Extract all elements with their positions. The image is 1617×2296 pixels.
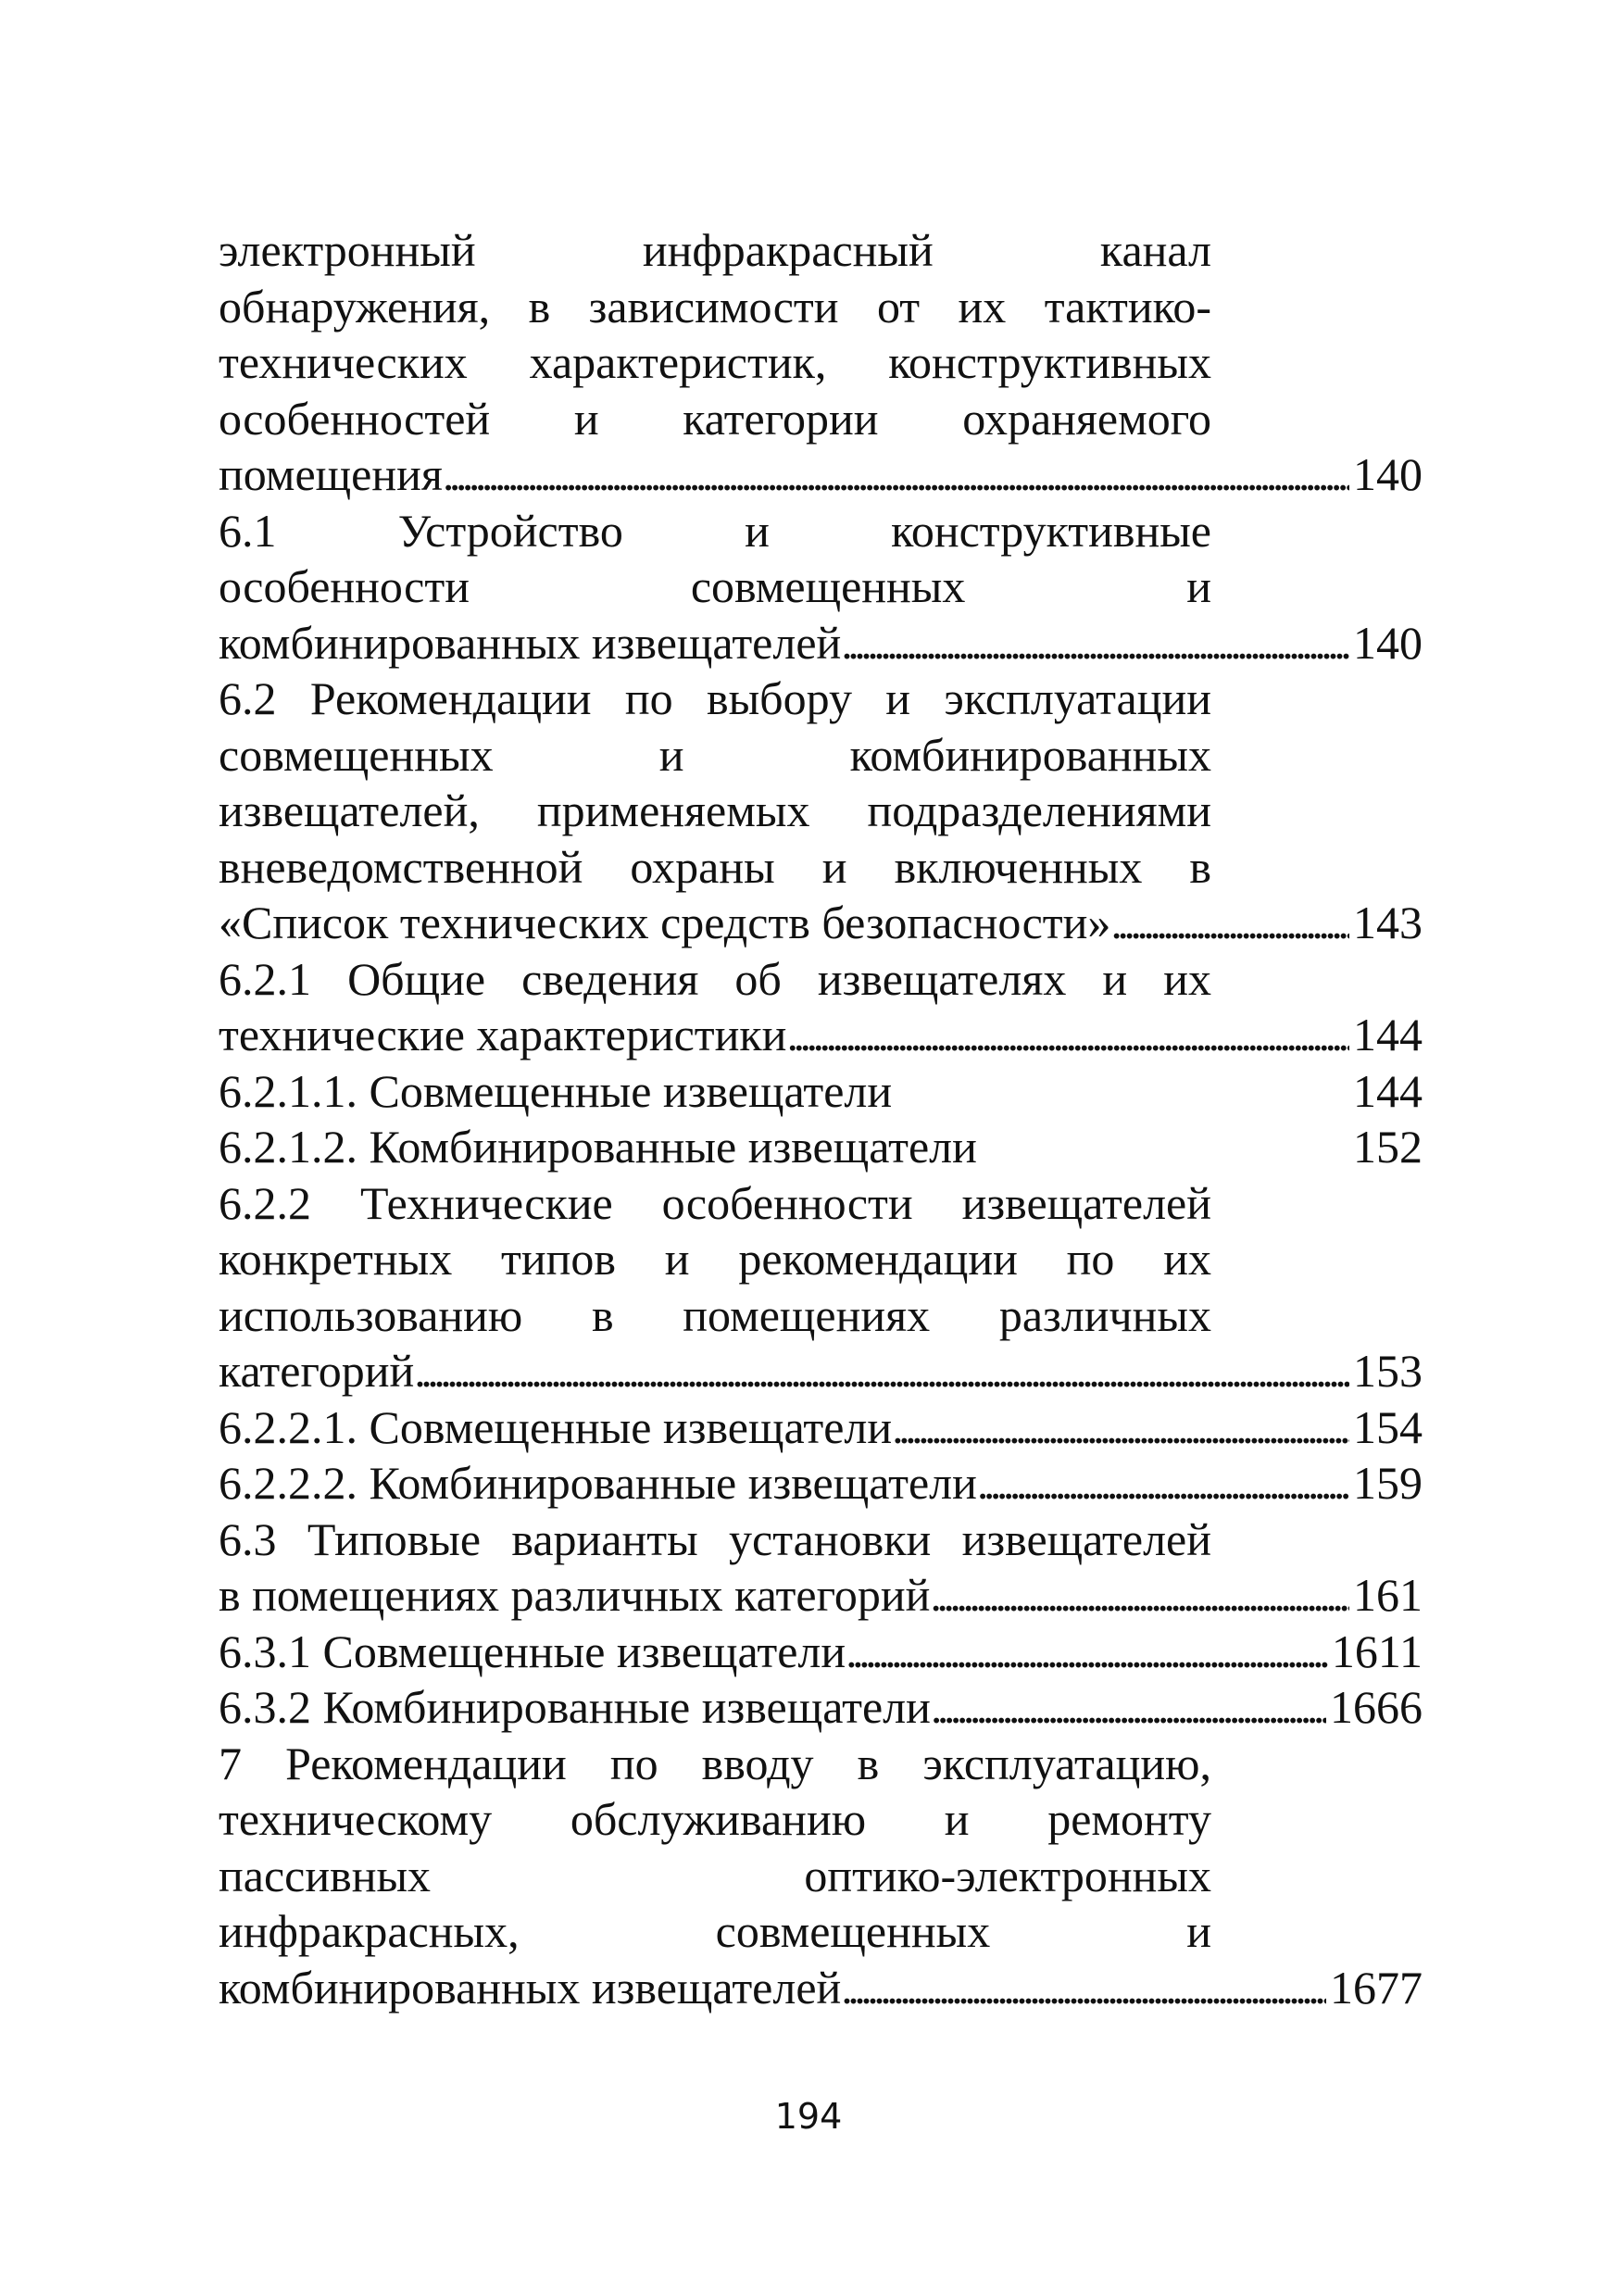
dot-leader bbox=[841, 1960, 1326, 2016]
toc-page-ref: 153 bbox=[1353, 1345, 1423, 1397]
toc-entry-line: особенностей и категории охраняемого bbox=[219, 392, 1211, 445]
toc-entry-line: 7 Рекомендации по вводу в эксплуатацию, bbox=[219, 1737, 1211, 1789]
toc-page-ref: 140 bbox=[1353, 448, 1423, 500]
toc-page-ref: 161 bbox=[1353, 1569, 1423, 1621]
toc-entry-title: комбинированных извещателей bbox=[219, 616, 842, 669]
toc-entry-line: совмещенных и комбинированных bbox=[219, 728, 1211, 781]
dot-leader bbox=[892, 1399, 1349, 1456]
toc-entry-last-line bbox=[219, 1624, 1423, 1680]
dot-leader bbox=[414, 1343, 1349, 1399]
toc-entry-last-line bbox=[219, 1567, 1423, 1624]
toc-entry bbox=[219, 1175, 1423, 1399]
toc-entry-last-line bbox=[219, 1960, 1423, 2016]
toc-entry bbox=[219, 671, 1423, 951]
toc-page-ref: 140 bbox=[1353, 616, 1423, 669]
toc-entry-line: обнаружения, в зависимости от их тактико- bbox=[219, 280, 1211, 332]
toc-entry bbox=[219, 1679, 1423, 1736]
toc-entry-title: 6.2.2.2. Комбинированные извещатели bbox=[219, 1457, 977, 1509]
toc-entry-last-line bbox=[219, 1119, 1423, 1175]
toc-entry-line: особенности совмещенных и bbox=[219, 560, 1211, 612]
toc-entry-title: комбинированных извещателей bbox=[219, 1961, 842, 2014]
toc-entry-line: 6.1 Устройство и конструктивные bbox=[219, 504, 1211, 557]
toc-entry-title: технические характеристики bbox=[219, 1009, 787, 1060]
toc-entry-title: «Список технических средств безопасности» bbox=[219, 897, 1111, 948]
toc-entry-last-line bbox=[219, 446, 1423, 503]
toc-entry-line: использованию в помещениях различных bbox=[219, 1288, 1211, 1341]
toc-entry bbox=[219, 1624, 1423, 1680]
toc-entry-title: 6.3.1 Совмещенные извещатели bbox=[219, 1625, 846, 1677]
dot-leader bbox=[931, 1679, 1326, 1736]
toc-entry bbox=[219, 503, 1423, 671]
toc-page-ref: 143 bbox=[1353, 897, 1423, 948]
toc-entry-last-line bbox=[219, 1007, 1423, 1063]
toc-entry-last-line bbox=[219, 1455, 1423, 1512]
toc-entry-last-line bbox=[219, 1399, 1423, 1456]
dot-leader bbox=[786, 1007, 1349, 1063]
toc-entry-title: 6.3.2 Комбинированные извещатели bbox=[219, 1681, 931, 1733]
toc-page-ref: 144 bbox=[1353, 1064, 1423, 1117]
toc-entry bbox=[219, 222, 1423, 503]
dot-leader bbox=[1110, 895, 1349, 951]
toc-entry-title: в помещениях различных категорий bbox=[219, 1569, 931, 1621]
toc-entry-line: инфракрасных, совмещенных и bbox=[219, 1905, 1211, 1957]
toc-entry bbox=[219, 1399, 1423, 1456]
toc-entry-title: помещения bbox=[219, 448, 443, 500]
toc-entry-title: категорий bbox=[219, 1345, 415, 1397]
toc-entry-last-line bbox=[219, 615, 1423, 671]
toc-page-ref: 1666 bbox=[1330, 1681, 1423, 1733]
toc-entry-line: извещателей, применяемых подразделениями bbox=[219, 784, 1211, 836]
page-number: 194 bbox=[774, 2096, 843, 2137]
toc-entry-last-line bbox=[219, 1343, 1423, 1399]
toc-entry bbox=[219, 1455, 1423, 1512]
dot-leader bbox=[443, 446, 1349, 503]
dot-leader bbox=[930, 1567, 1349, 1624]
toc-page-ref: 154 bbox=[1353, 1400, 1423, 1453]
toc-entry-title: 6.2.2.1. Совмещенные извещатели bbox=[219, 1400, 893, 1453]
toc-entry-line: конкретных типов и рекомендации по их bbox=[219, 1233, 1211, 1285]
toc-entry-title: 6.2.1.1. Совмещенные извещатели bbox=[219, 1064, 893, 1117]
toc-page-ref: 1611 bbox=[1331, 1625, 1423, 1677]
toc-entry-line: 6.2.1 Общие сведения об извещателях и их bbox=[219, 952, 1211, 1005]
toc-entry-last-line bbox=[219, 1063, 1423, 1120]
toc-entry-line: 6.3 Типовые варианты установки извещателей bbox=[219, 1512, 1211, 1565]
toc-entry bbox=[219, 1119, 1423, 1175]
toc-page-ref: 152 bbox=[1353, 1121, 1423, 1173]
toc-page-ref: 144 bbox=[1353, 1009, 1423, 1060]
toc-entry-title: 6.2.1.2. Комбинированные извещатели bbox=[219, 1121, 977, 1173]
toc-entry bbox=[219, 1512, 1423, 1624]
toc-page-ref: 1677 bbox=[1330, 1961, 1423, 2014]
toc-page-ref: 159 bbox=[1353, 1457, 1423, 1509]
dot-leader bbox=[846, 1624, 1328, 1680]
toc-entry-line: вневедомственной охраны и включенных в bbox=[219, 840, 1211, 893]
dot-leader bbox=[977, 1455, 1349, 1512]
toc-entry bbox=[219, 1736, 1423, 2016]
toc-entry-line: пассивных оптико-электронных bbox=[219, 1849, 1211, 1901]
toc-entry-line: техническому обслуживанию и ремонту bbox=[219, 1793, 1211, 1845]
toc-entry-line: электронный инфракрасный канал bbox=[219, 224, 1211, 276]
toc-entry bbox=[219, 1063, 1423, 1120]
toc-entry-last-line bbox=[219, 1679, 1423, 1736]
toc-entry-line: 6.2 Рекомендации по выбору и эксплуатации bbox=[219, 672, 1211, 724]
table-of-contents bbox=[219, 222, 1423, 2015]
toc-entry-line: технических характеристик, конструктивных bbox=[219, 336, 1211, 388]
toc-entry-last-line bbox=[219, 895, 1423, 951]
toc-entry bbox=[219, 951, 1423, 1063]
toc-entry-line: 6.2.2 Технические особенности извещателей bbox=[219, 1176, 1211, 1229]
dot-leader bbox=[841, 615, 1349, 671]
